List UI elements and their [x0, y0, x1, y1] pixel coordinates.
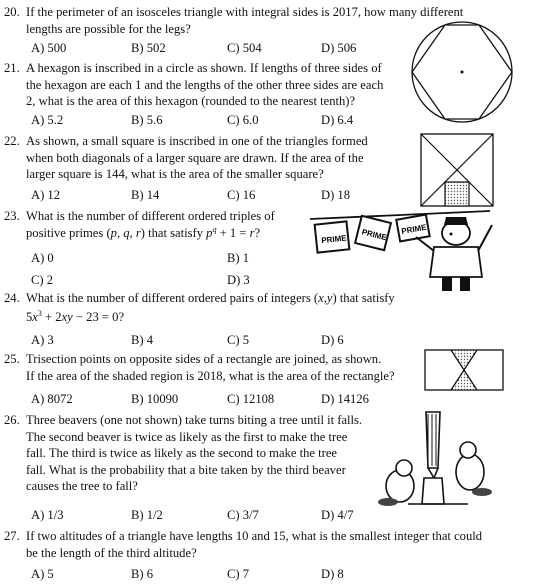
option-d[interactable]: D) 18 — [321, 188, 351, 202]
beaver-right-body — [456, 454, 484, 490]
option-a[interactable]: A) 500 — [31, 41, 67, 55]
question-22: 22. As shown, a small square is inscribed in one of the triangles formed when both diagonals of a larger square are drawn. If the area of the larger square is 144, what is the area of the smaller square? — [4, 134, 368, 181]
question-25: 25. Trisection points on opposite sides of a rectangle are joined, as shown. If the area of the shaded region is 2018, what is the area of the rectangle? — [4, 352, 395, 383]
option-a[interactable]: A) 0 — [31, 251, 54, 265]
option-a[interactable]: A) 1/3 — [31, 508, 64, 522]
option-c[interactable]: C) 5 — [227, 333, 250, 347]
option-a[interactable]: A) 8072 — [31, 392, 73, 406]
option-b[interactable]: B) 5.6 — [131, 113, 163, 127]
option-b[interactable]: B) 4 — [131, 333, 154, 347]
option-d[interactable]: D) 506 — [321, 41, 357, 55]
center-point — [461, 71, 464, 74]
option-b[interactable]: B) 1/2 — [131, 508, 163, 522]
option-a[interactable]: A) 3 — [31, 333, 54, 347]
beaver-left-head — [396, 460, 412, 476]
option-d[interactable]: D) 4/7 — [321, 508, 354, 522]
option-b[interactable]: B) 6 — [131, 567, 154, 581]
option-a[interactable]: A) 5 — [31, 567, 54, 581]
sign-3-text: PRIME — [400, 222, 428, 236]
option-c[interactable]: C) 7 — [227, 567, 250, 581]
option-c[interactable]: C) 12108 — [227, 392, 275, 406]
option-b[interactable]: B) 1 — [227, 251, 250, 265]
character-arm — [416, 237, 434, 251]
character-leg-2 — [460, 277, 470, 291]
question-number: 20. — [4, 5, 20, 19]
option-c[interactable]: C) 2 — [31, 273, 54, 287]
option-c[interactable]: C) 3/7 — [227, 508, 259, 522]
beaver-left-tail — [378, 498, 398, 506]
rectangle-trisection-figure — [424, 349, 504, 391]
beaver-right-tail — [472, 488, 492, 496]
character-arm-2 — [478, 225, 492, 251]
question-24: 24. What is the number of different ordered pairs of integers (x,y) that satisfy $5x^3 + 2xy - 23 = 0$? — [4, 291, 395, 324]
hexagon-circle-figure — [408, 18, 516, 126]
small-square — [445, 182, 469, 206]
character-eye — [450, 233, 453, 236]
tree-bite — [428, 468, 438, 478]
question-26: 26. Three beavers (one not shown) take turns biting a tree until it falls. The second beaver is twice as likely as the first to make the tree fall. The third is twice as likely as the second to make the tree fall. What is the probability that a bite taken by the third beaver causes the tree to fall? — [4, 413, 363, 493]
option-d[interactable]: D) 3 — [227, 273, 250, 287]
shaded-top — [451, 350, 477, 370]
option-d[interactable]: D) 6.4 — [321, 113, 354, 127]
sign-1-text: PRIME — [320, 233, 347, 246]
character-leg-1 — [442, 277, 452, 291]
option-b[interactable]: B) 14 — [131, 188, 160, 202]
question-21: 21. A hexagon is inscribed in a circle as shown. If lengths of three sides of the hexagon are each 1 and the lengths of the other three sides are each 2, what is the area of this hexagon (rounded to the nearest tenth)? — [4, 61, 384, 108]
option-b[interactable]: B) 10090 — [131, 392, 179, 406]
option-c[interactable]: C) 504 — [227, 41, 262, 55]
question-23: 23. What is the number of different ordered triples of positive primes (p, q, r) that satisfy $p^q + 1 = r$? — [4, 209, 275, 240]
character-body — [430, 247, 482, 277]
question-20: 20. If the perimeter of an isosceles triangle with integral sides is 2017, how many different lengths are possible for the legs? — [4, 5, 464, 36]
option-b[interactable]: B) 502 — [131, 41, 166, 55]
tree-stump — [422, 478, 444, 504]
option-d[interactable]: D) 8 — [321, 567, 344, 581]
sign-2-text: PRIME — [360, 227, 388, 243]
option-d[interactable]: D) 14126 — [321, 392, 369, 406]
question-27: 27. If two altitudes of a triangle have lengths 10 and 15, what is the smallest integer that could be the length of the third altitude? — [4, 529, 483, 560]
shaded-bottom — [451, 370, 477, 390]
option-a[interactable]: A) 12 — [31, 188, 61, 202]
character-hat — [444, 217, 468, 225]
beaver-right-head — [460, 442, 476, 458]
option-c[interactable]: C) 16 — [227, 188, 256, 202]
option-d[interactable]: D) 6 — [321, 333, 344, 347]
beavers-tree-figure — [378, 408, 494, 512]
prime-signs-cartoon — [306, 207, 502, 295]
option-c[interactable]: C) 6.0 — [227, 113, 259, 127]
square-diagonals-figure — [420, 133, 494, 207]
option-a[interactable]: A) 5.2 — [31, 113, 64, 127]
